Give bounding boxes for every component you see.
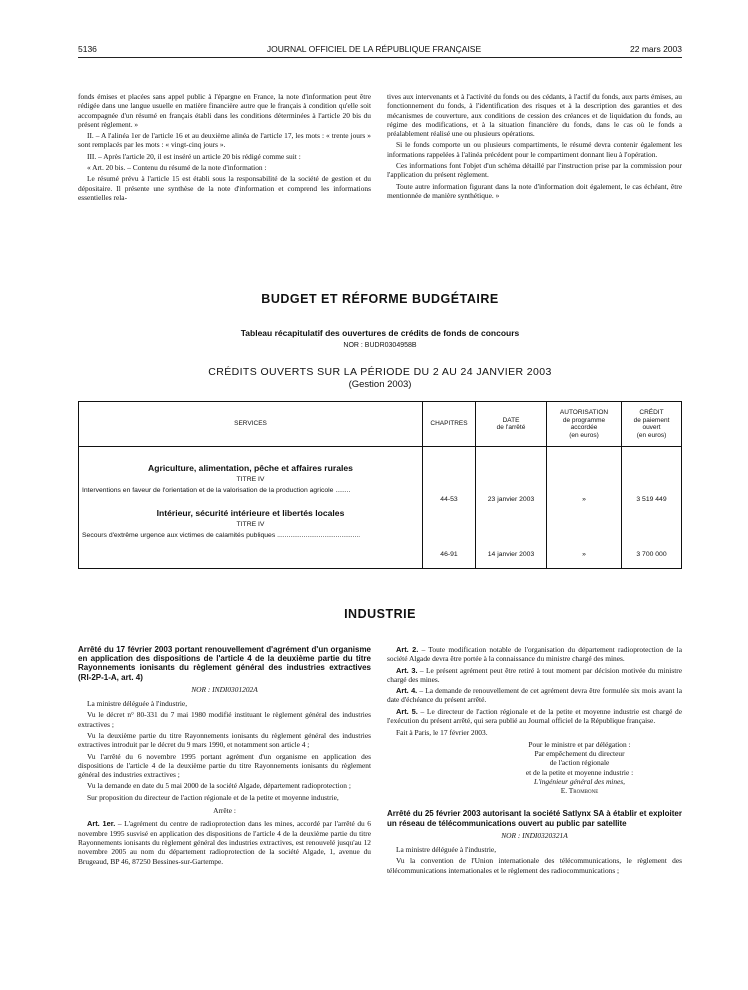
col-date: DATE de l'arrêté [476,402,547,447]
article-paragraph: Art. 4. – La demande de renouvellement de cet agrément devra être formulée six mois avant la date d'échéance du présent arrêté. [387,686,682,705]
ministry-name: Intérieur, sécurité intérieure et libertés locales [156,508,345,518]
gestion-year: (Gestion 2003) [348,379,412,390]
col-chapitres: CHAPITRES [423,402,476,447]
arrete-word: Arrête : [213,806,236,816]
autorisation-value: » [582,496,586,503]
article-paragraph: Art. 3. – Le présent agrément peut être retiré à tout moment par décision motivée du ministre chargé des mines. [387,665,682,684]
nor-code: NOR : BUDR0304958B [343,342,417,349]
paragraph: « Art. 20 bis. – Contenu du résumé de la note d'information : [87,163,267,173]
paragraph: tives aux intervenants et à l'activité du fonds ou des cédants, à l'actif du fonds, aux parts émises, au fonctionnement du fonds, à l'identification des risques et à la description des garanties et des mécanismes de couverture, aux conditions de cession des créances et de liquidation du fonds, au régime des modifications, et à la situation financière du fonds, dans le cas où le fonds a préalablement réalisé une ou plusieurs opérations. [387,92,682,139]
paragraph: La ministre déléguée à l'industrie, [87,699,188,709]
col-credit: CRÉDIT de paiement ouvert (en euros) [622,402,682,447]
paragraph: Si le fonds comporte un ou plusieurs compartiments, le résumé devra contenir également les informations rappelées à l'alinéa précédent pour le compartiment donnant lieu à l'opération. [387,140,682,159]
arrete-title: Arrêté du 25 février 2003 autorisant la société Satlynx SA à établir et exploiter un réseau de télécommunications ouvert au public par satellite [387,809,682,828]
issue-date: 22 mars 2003 [630,44,682,54]
article-paragraph: Art. 5. – Le directeur de l'action régionale et de la petite et moyenne industrie est chargé de l'exécution du présent arrêté, qui sera publié au Journal officiel de la République française. [387,706,682,726]
paragraph: II. – A l'alinéa 1er de l'article 16 et au deuxième alinéa de l'article 17, les mots : « trente jours » sont remplacés par les mots : « vingt-cinq jours ». [78,131,371,150]
period-title: CRÉDITS OUVERTS SUR LA PÉRIODE DU 2 AU 24 JANVIER 2003 [208,366,552,378]
col-autorisation: AUTORISATION de programme accordée (en euros) [547,402,622,447]
service-label: Secours d'extrême urgence aux victimes de calamités publiques ............................................ [82,532,361,539]
fait-line: Fait à Paris, le 17 février 2003. [396,728,488,738]
col-services: SERVICES [79,402,423,447]
paragraph: fonds émises et placées sans appel public à l'épargne en France, la note d'information peut être rédigée dans une langue usuelle en matière financière autre que le français à condition qu'elle soit accompagnée d'un résumé en français établi dans les conditions déterminées à l'article 20 bis du présent règlement. » [78,92,371,129]
paragraph: Vu le décret n° 80-331 du 7 mai 1980 modifié instituant le règlement général des industries extractives ; [78,710,371,729]
paragraph: Sur proposition du directeur de l'action régionale et de la petite et moyenne industrie, [87,792,339,802]
paragraph: Vu l'arrêté du 6 novembre 1995 portant agrément d'un organisme en application des dispositions de l'article 4 de la deuxième partie du titre Rayonnements ionisants du règlement général des industries extractives ; [78,751,371,780]
arrete-nor: NOR : INDI0320321A [501,830,568,840]
titre-label: TITRE IV [236,521,265,528]
article-paragraph: Art. 2. – Toute modification notable de l'organisation du département radioprotection de la société Algade devra être portée à la connaissance du ministre chargé des mines. [387,645,682,664]
industrie-section-title: INDUSTRIE [344,607,416,621]
article-paragraph: Art. 1er. – L'agrément du centre de radioprotection dans les mines, accordé par l'arrêté du 6 novembre 1995 susvisé en application des dispositions de l'article 4 de la deuxième partie du titre Rayonnements ionisants du règlement général des industries extractives, est renouvelé jusqu'au 12 novembre 2005 au nom du département radioprotection de la société Algade, 1, avenue du Brugeaud, BP 46, 87250 Bessines-sur-Gartempe. [78,819,371,866]
credit-value: 3 700 000 [636,551,667,558]
header-rule [78,57,682,58]
ministry-name: Agriculture, alimentation, pêche et affaires rurales [148,463,353,473]
date-value: 23 janvier 2003 [487,496,535,503]
paragraph: Le résumé prévu à l'article 15 est établi sous la responsabilité de la société de gestion et du dépositaire. Il présente une synthèse de la note d'information et comprend les informations essentielles rela- [78,174,371,202]
industrie-left-column [78,645,371,868]
credit-value: 3 519 449 [636,496,667,503]
budget-section-title: BUDGET ET RÉFORME BUDGÉTAIRE [261,292,499,306]
table-title: Tableau récapitulatif des ouvertures de crédits de fonds de concours [240,328,520,338]
paragraph: III. – Après l'article 20, il est inséré un article 20 bis rédigé comme suit : [87,151,301,161]
paragraph: Vu la deuxième partie du titre Rayonnements ionisants du règlement général des industries extractives introduit par le décret du 9 mars 1990, et notamment son article 4 ; [78,731,371,750]
paragraph: Vu la demande en date du 5 mai 2000 de la société Algade, département radioprotection ; [87,781,351,791]
service-label: Interventions en faveur de l'orientation et de la valorisation de la production agricole ........ [82,487,351,494]
arrete-nor: NOR : INDI0301202A [191,684,258,694]
top-left-column [78,92,371,204]
arrete-title: Arrêté du 17 février 2003 portant renouvellement d'agrément d'un organisme en application des dispositions de l'article 4 de la deuxième partie du titre Rayonnements ionisants du règlement général des industries extractives (RI-2P-1-A, art. 4) [78,645,371,682]
titre-label: TITRE IV [236,476,265,483]
credits-table [78,401,682,569]
paragraph: Toute autre information figurant dans la note d'information doit également, le cas échéant, être mentionnée de manière synthétique. » [387,181,682,200]
chapitre-value: 46-91 [440,551,458,558]
date-value: 14 janvier 2003 [487,551,535,558]
paragraph: Vu la convention de l'Union internationale des télécommunications, le règlement des télécommunications internationales et le règlement des radiocommunications ; [387,856,682,875]
top-right-column [387,92,682,202]
table-row [79,447,682,569]
chapitre-value: 44-53 [440,496,458,503]
autorisation-value: » [582,551,586,558]
page-number: 5136 [78,44,97,54]
paragraph: La ministre déléguée à l'industrie, [396,845,497,855]
signature-block: Pour le ministre et par délégation : Par empêchement du directeur de l'action régionale et de la petite et moyenne industrie : L'ingénieur général des mines, E. Trombone [525,739,634,796]
journal-title: JOURNAL OFFICIEL DE LA RÉPUBLIQUE FRANÇAISE [266,44,482,54]
paragraph: Ces informations font l'objet d'un schéma détaillé par l'instruction prise par la commission pour l'application du présent règlement. [387,161,682,180]
industrie-right-column [387,645,682,877]
